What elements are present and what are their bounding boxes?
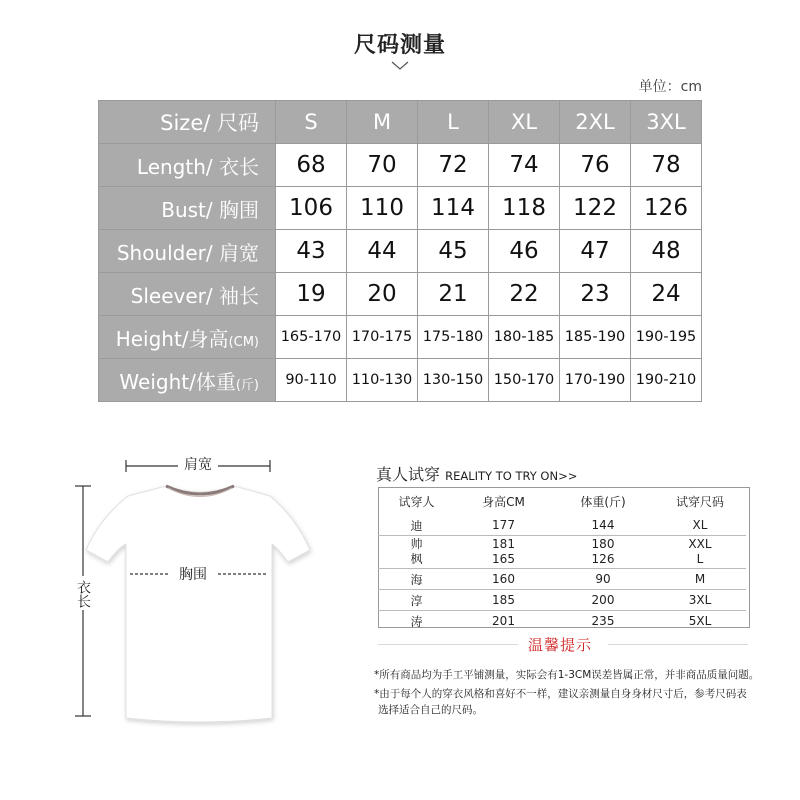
row-label-unit: (CM) — [228, 334, 259, 350]
table-cell: 126 — [631, 187, 702, 230]
table-cell: 185 — [455, 590, 552, 611]
table-row — [378, 515, 746, 536]
table-cell: 122 — [560, 187, 631, 230]
table-cell: 106 — [276, 187, 347, 230]
table-cell: 5XL — [688, 614, 712, 628]
table-cell: 48 — [631, 230, 702, 273]
table-cell: 70 — [347, 144, 418, 187]
length-label: 衣长 — [75, 580, 91, 608]
table-row-length — [99, 144, 702, 187]
try-on-title — [376, 462, 577, 485]
size-col-header: 3XL — [631, 101, 702, 144]
table-cell: 3XL — [654, 590, 746, 611]
table-cell: 90-110 — [276, 359, 347, 402]
table-cell: 45 — [418, 230, 489, 273]
table-cell: 43 — [276, 230, 347, 273]
cell-line: 180 — [591, 537, 615, 551]
row-label-unit: (斤) — [235, 377, 259, 393]
table-header: 身高CM — [482, 494, 525, 509]
cell-line: 枫 — [410, 552, 423, 566]
table-cell: 201 — [492, 614, 515, 628]
size-col-header: M — [347, 101, 418, 144]
table-cell: 150-170 — [489, 359, 560, 402]
table-header: 试穿尺码 — [675, 494, 724, 509]
table-cell: 78 — [631, 144, 702, 187]
tshirt-icon — [60, 450, 330, 730]
tshirt-diagram — [60, 450, 330, 730]
table-cell: M — [654, 569, 746, 590]
table-header: 试穿人 — [398, 494, 435, 509]
table-cell: 177 — [455, 515, 552, 536]
table-cell — [552, 536, 654, 569]
table-cell: 180-185 — [489, 316, 560, 359]
table-cell: 72 — [418, 144, 489, 187]
tips-divider-right — [608, 644, 748, 645]
table-cell: 118 — [489, 187, 560, 230]
table-row-weight — [99, 359, 702, 402]
table-cell: 74 — [489, 144, 560, 187]
table-row-height — [99, 316, 702, 359]
size-col-header: S — [276, 101, 347, 144]
table-cell: 44 — [347, 230, 418, 273]
table-cell — [455, 536, 552, 569]
table-cell: 23 — [560, 273, 631, 316]
table-cell: 175-180 — [418, 316, 489, 359]
tips-note: 选择适合自己的尺码。 — [378, 704, 483, 716]
row-label: Length/ 衣长 — [99, 144, 276, 187]
table-cell: XL — [654, 515, 746, 536]
unit-label: 单位：cm — [638, 79, 702, 95]
table-cell: 170-190 — [560, 359, 631, 402]
try-on-table — [378, 487, 746, 631]
table-cell: 24 — [631, 273, 702, 316]
size-col-header: 2XL — [560, 101, 631, 144]
row-label-text: Height/身高 — [115, 326, 229, 351]
cell-line: 126 — [591, 552, 615, 566]
table-cell: 22 — [489, 273, 560, 316]
chevron-down-icon — [390, 60, 410, 72]
table-cell: 165-170 — [276, 316, 347, 359]
size-header-label: Size/ 尺码 — [99, 101, 276, 144]
try-on-header-row — [378, 487, 746, 515]
table-cell: 迪 — [378, 515, 455, 536]
size-col-header: L — [418, 101, 489, 144]
row-label-text: Weight/体重 — [119, 369, 236, 394]
table-cell: 185-190 — [560, 316, 631, 359]
table-cell: 76 — [560, 144, 631, 187]
table-cell: 170-175 — [347, 316, 418, 359]
table-row — [378, 611, 746, 632]
tips-title: 温馨提示 — [528, 636, 593, 654]
table-cell: 130-150 — [418, 359, 489, 402]
table-cell: 21 — [418, 273, 489, 316]
cell-line: 165 — [492, 552, 515, 566]
tips-divider-left — [378, 644, 518, 645]
table-cell: 190-195 — [631, 316, 702, 359]
chest-label: 胸围 — [176, 564, 210, 584]
row-label: Shoulder/ 肩宽 — [99, 230, 276, 273]
table-cell: 19 — [276, 273, 347, 316]
table-cell: 110 — [347, 187, 418, 230]
table-row — [378, 569, 746, 590]
table-cell: 20 — [347, 273, 418, 316]
table-cell: 涛 — [410, 614, 423, 629]
shoulder-label: 肩宽 — [181, 454, 215, 474]
table-row — [378, 536, 746, 569]
table-cell: 144 — [552, 515, 654, 536]
table-cell: 235 — [591, 614, 615, 628]
table-cell: 160 — [455, 569, 552, 590]
table-cell: 114 — [418, 187, 489, 230]
table-cell: 46 — [489, 230, 560, 273]
table-row-shoulder — [99, 230, 702, 273]
size-header-row — [99, 101, 702, 144]
table-cell: 68 — [276, 144, 347, 187]
table-header: 体重(斤) — [580, 494, 626, 509]
cell-line: 帅 — [410, 537, 423, 551]
size-chart-table — [98, 100, 702, 402]
table-cell: 190-210 — [631, 359, 702, 402]
cell-line: L — [696, 552, 704, 566]
tips-note: *由于每个人的穿衣风格和喜好不一样，建议亲测量自身身材尺寸后，参考尺码表 — [374, 688, 747, 700]
table-cell — [654, 536, 746, 569]
cell-line: 181 — [492, 537, 515, 551]
row-label — [99, 359, 276, 402]
tips-note: *所有商品均为手工平铺测量，实际会有1-3CM误差皆属正常，并非商品质量问题。 — [374, 669, 760, 681]
size-col-header: XL — [489, 101, 560, 144]
row-label: Sleever/ 袖长 — [99, 273, 276, 316]
table-row — [378, 590, 746, 611]
cell-line: XXL — [688, 537, 712, 551]
table-row-bust — [99, 187, 702, 230]
try-on-title-zh: 真人试穿 — [376, 465, 441, 484]
try-on-title-en: REALITY TO TRY ON>> — [445, 469, 578, 483]
table-cell: 海 — [378, 569, 455, 590]
row-label — [99, 316, 276, 359]
page-title: 尺码测量 — [353, 33, 446, 58]
row-label: Bust/ 胸围 — [99, 187, 276, 230]
table-row-sleeve — [99, 273, 702, 316]
table-cell: 淳 — [378, 590, 455, 611]
table-cell: 90 — [552, 569, 654, 590]
table-cell — [378, 536, 455, 569]
table-cell: 47 — [560, 230, 631, 273]
table-cell: 110-130 — [347, 359, 418, 402]
table-cell: 200 — [552, 590, 654, 611]
